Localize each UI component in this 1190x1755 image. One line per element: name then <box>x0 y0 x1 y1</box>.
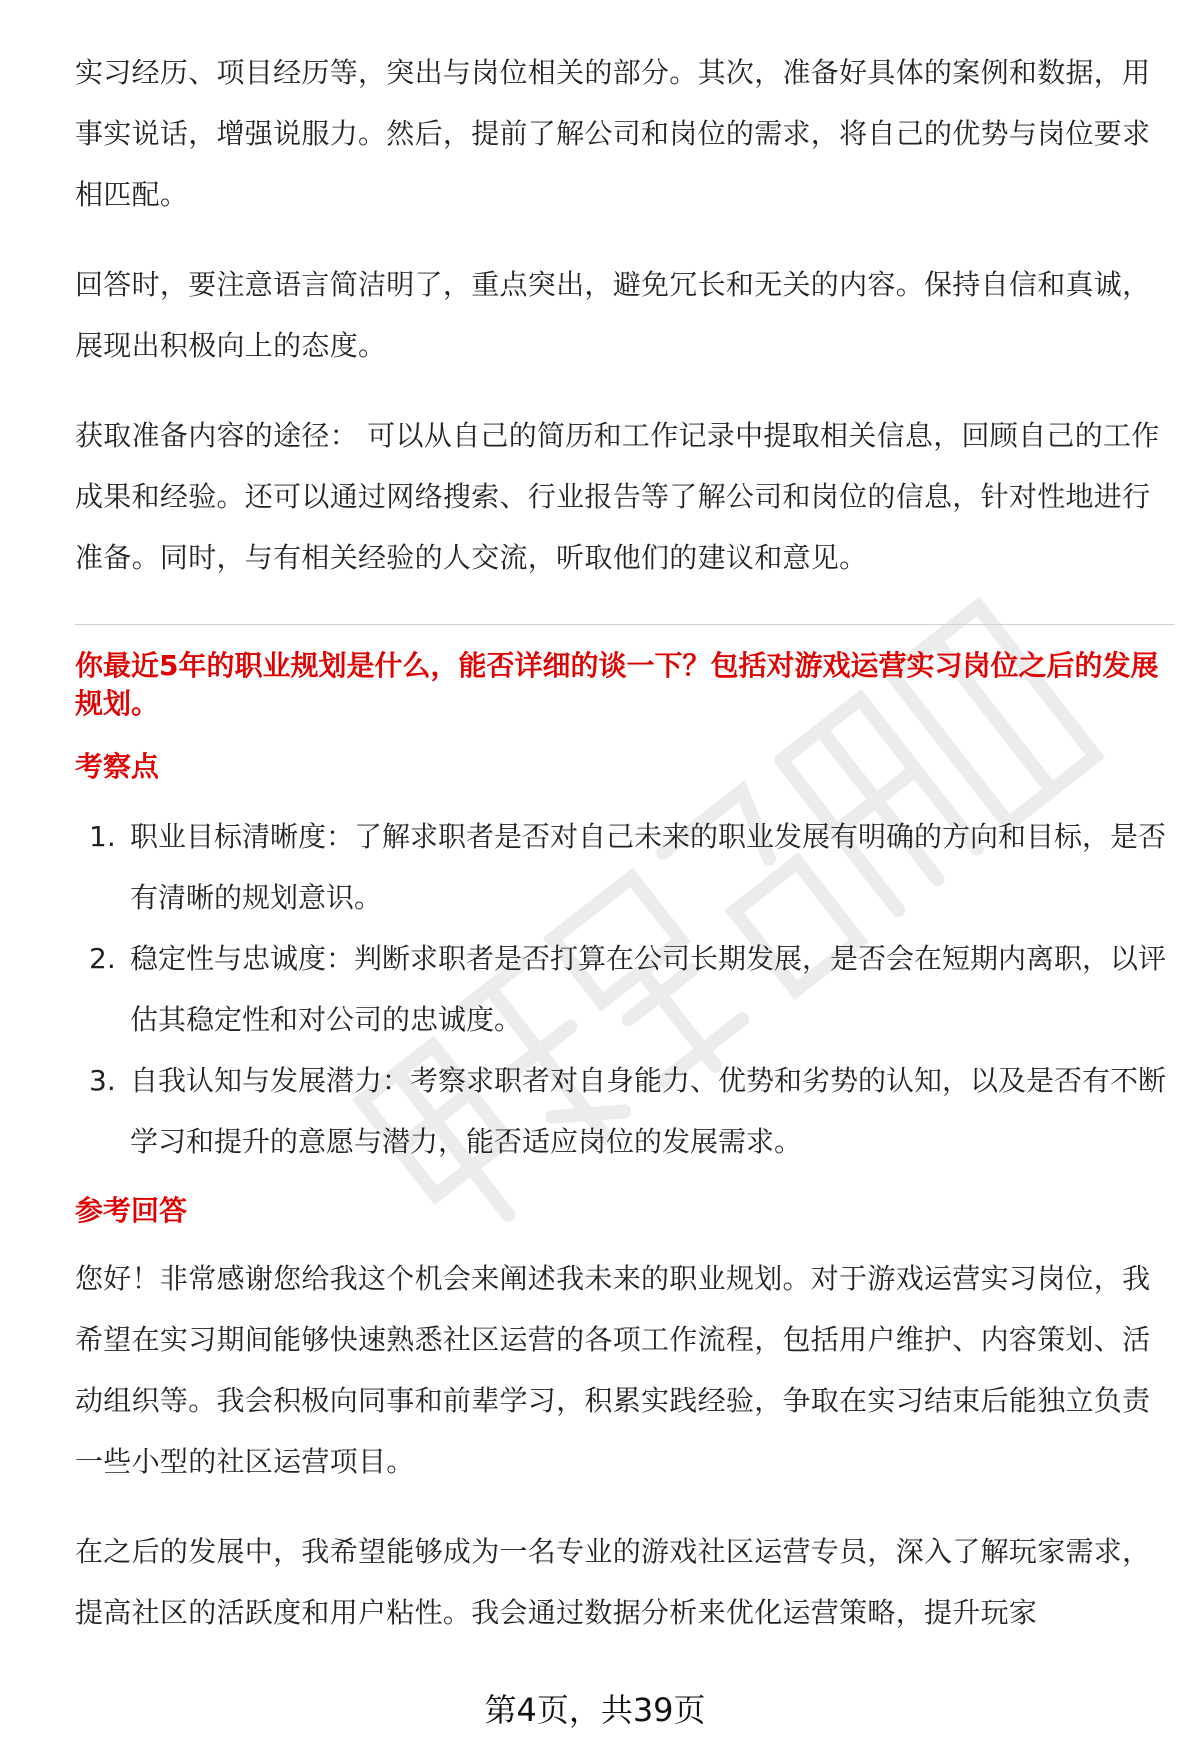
interview-question: 你最近5年的职业规划是什么，能否详细的谈一下？包括对游戏运营实习岗位之后的发展规划。 <box>75 649 1159 720</box>
point-item <box>75 806 1175 928</box>
intro-paragraph-2: 回答时，要注意语言简洁明了，重点突出，避免冗长和无关的内容。保持自信和真诚，展现出积极向上的态度。 <box>75 268 1151 362</box>
page-number: 第4页，共39页 <box>484 1691 706 1729</box>
point-item <box>75 1050 1175 1172</box>
point-text: 职业目标清晰度：了解求职者是否对自己未来的职业发展有明确的方向和目标，是否有清晰的规划意识。 <box>130 820 1167 914</box>
point-number: 1. <box>89 820 116 853</box>
point-number: 2. <box>89 942 116 975</box>
answer-paragraph-2: 在之后的发展中，我希望能够成为一名专业的游戏社区运营专员，深入了解玩家需求，提高社区的活跃度和用户粘性。我会通过数据分析来优化运营策略，提升玩家 <box>75 1535 1151 1629</box>
answer-title: 参考回答 <box>75 1194 188 1227</box>
points-title: 考察点 <box>75 750 160 783</box>
intro-paragraph-1: 实习经历、项目经历等，突出与岗位相关的部分。其次，准备好具体的案例和数据，用事实说话，增强说服力。然后，提前了解公司和岗位的需求，将自己的优势与岗位要求相匹配。 <box>75 56 1151 211</box>
section-divider <box>75 624 1175 625</box>
point-item <box>75 928 1175 1050</box>
point-text: 自我认知与发展潜力：考察求职者对自身能力、优势和劣势的认知，以及是否有不断学习和提升的意愿与潜力，能否适应岗位的发展需求。 <box>130 1064 1167 1158</box>
point-text: 稳定性与忠诚度：判断求职者是否打算在公司长期发展，是否会在短期内离职，以评估其稳定性和对公司的忠诚度。 <box>130 942 1167 1036</box>
page-content <box>75 42 1175 1672</box>
intro-paragraph-3: 获取准备内容的途径： 可以从自己的简历和工作记录中提取相关信息，回顾自己的工作成果和经验。还可以通过网络搜索、行业报告等了解公司和岗位的信息，针对性地进行准备。同时，与有相关经验的人交流，听取他们的建议和意见。 <box>75 419 1160 574</box>
points-list <box>75 806 1175 1172</box>
answer-paragraph-1: 您好！非常感谢您给我这个机会来阐述我未来的职业规划。对于游戏运营实习岗位，我希望在实习期间能够快速熟悉社区运营的各项工作流程，包括用户维护、内容策划、活动组织等。我会积极向同事和前辈学习，积累实践经验，争取在实习结束后能独立负责一些小型的社区运营项目。 <box>75 1262 1151 1478</box>
point-number: 3. <box>89 1064 116 1097</box>
